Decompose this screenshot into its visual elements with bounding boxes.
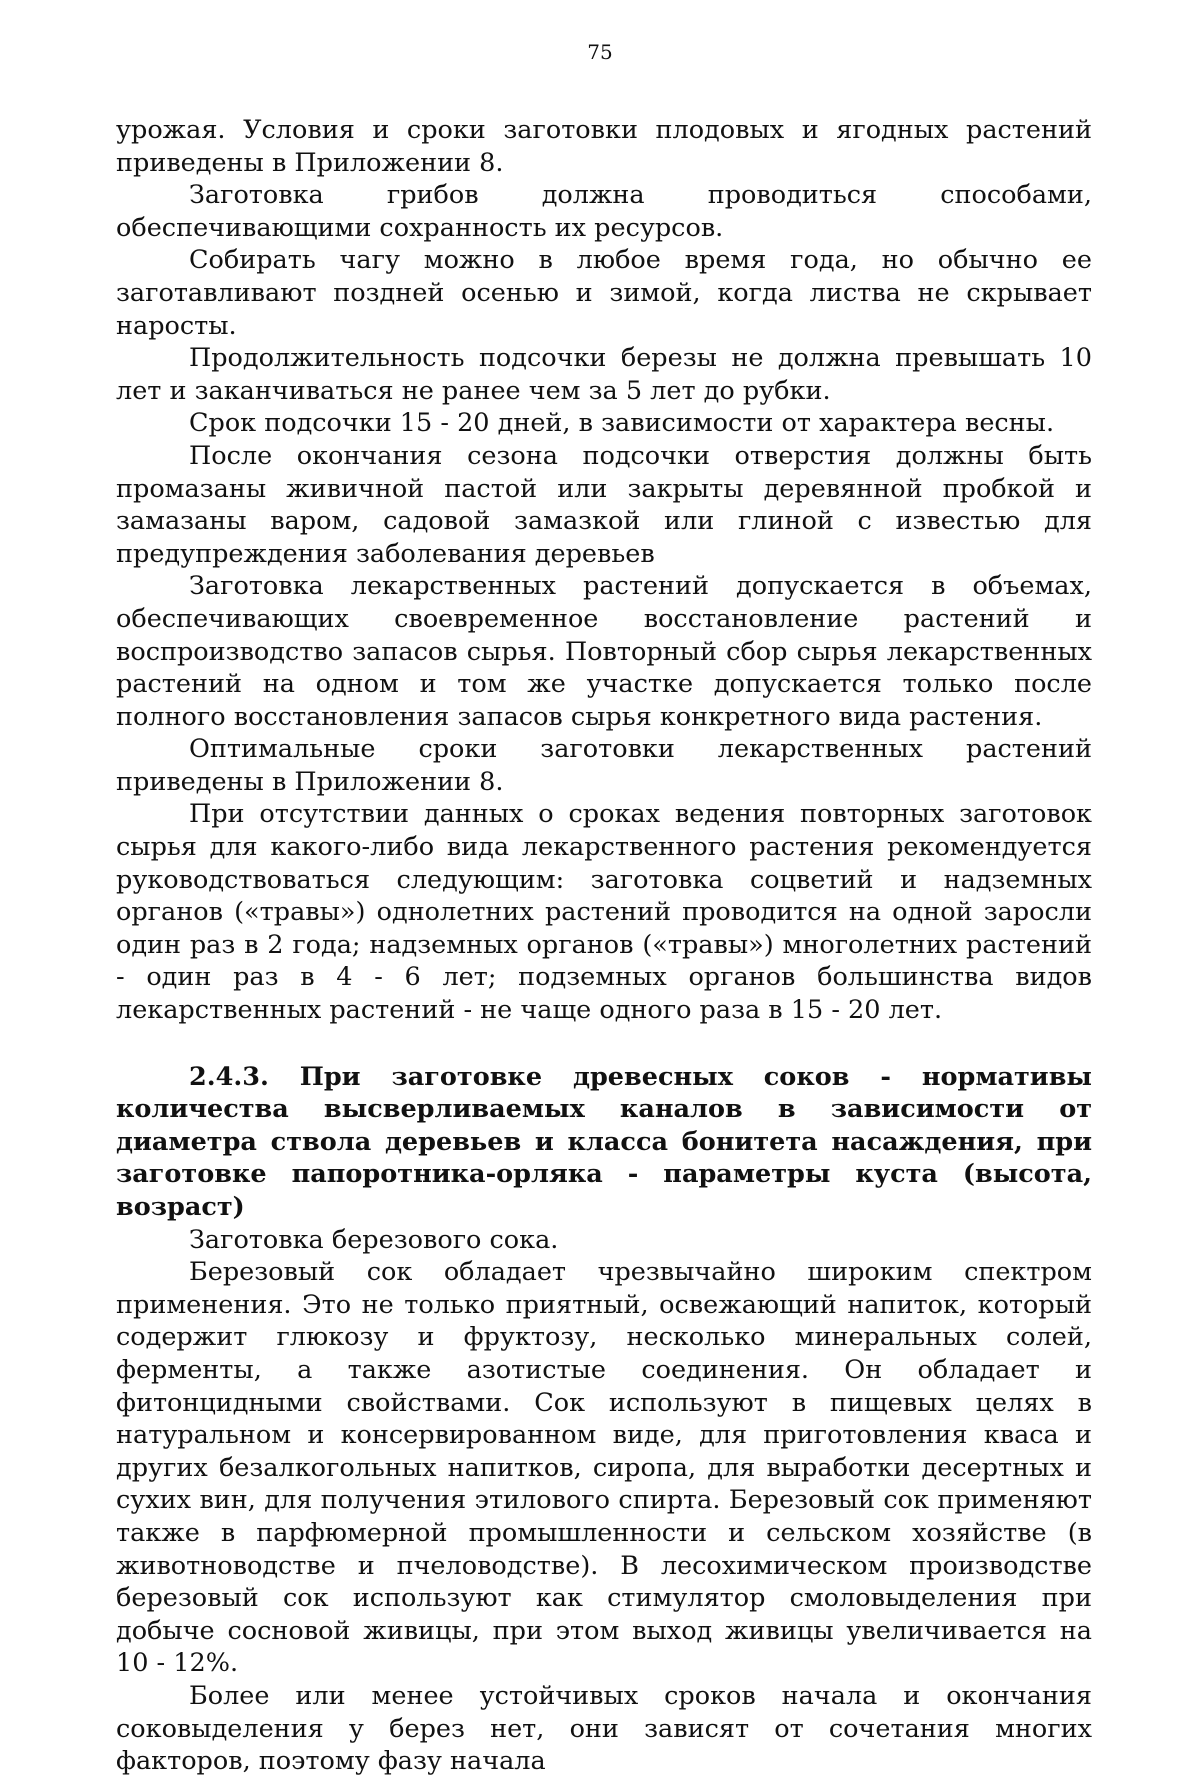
paragraph: Заготовка березового сока.	[189, 1224, 559, 1255]
paragraph: урожая. Условия и сроки заготовки плодовых и ягодных растений приведены в Приложении 8.	[116, 115, 1092, 178]
paragraphs-bottom	[116, 1224, 1092, 1778]
paragraphs-top	[116, 114, 1092, 1027]
paragraph: Березовый сок обладает чрезвычайно широким спектром применения. Это не только приятный, освежающий напиток, который содержит глюкозу и фруктозу, несколько минеральных солей, ферменты, а также азотистые соединения. Он обладает и фитонцидными свойствами. Сок используют в пищевых целях в натуральном и консервированном виде, для приготовления кваса и других безалкогольных напитков, сиропа, для выработки десертных и сухих вин, для получения этилового спирта. Березовый сок применяют также в парфюмерной промышленности и сельском хозяйстве (в животноводстве и пчеловодстве). В лесохимическом производстве березовый сок используют как стимулятор смоловыделения при добыче сосновой живицы, при этом выход живицы увеличивается на 10 - 12%.	[116, 1257, 1092, 1679]
paragraph: Срок подсочки 15 - 20 дней, в зависимости от характера весны.	[189, 408, 1055, 439]
paragraph: Собирать чагу можно в любое время года, но обычно ее заготавливают поздней осенью и зимой, когда листва не скрывает наросты.	[116, 245, 1092, 341]
section-heading: 2.4.3. При заготовке древесных соков - нормативы количества высверливаемых каналов в зависимости от диаметра ствола деревьев и класса бонитета насаждения, при заготовке папоротника-орляка - параметры куста (высота, возраст)	[116, 1061, 1092, 1222]
paragraph: После окончания сезона подсочки отверстия должны быть промазаны живичной пастой или закрыты деревянной пробкой и замазаны варом, садовой замазкой или глиной с известью для предупреждения заболевания деревьев	[116, 440, 1092, 569]
page-body	[116, 114, 1092, 1778]
paragraph: Заготовка грибов должна проводиться способами, обеспечивающими сохранность их ресурсов.	[116, 180, 1092, 243]
paragraph: Оптимальные сроки заготовки лекарственных растений приведены в Приложении 8.	[116, 734, 1092, 797]
paragraph: Продолжительность подсочки березы не должна превышать 10 лет и заканчиваться не ранее чем за 5 лет до рубки.	[116, 343, 1092, 406]
paragraph: Более или менее устойчивых сроков начала и окончания соковыделения у берез нет, они зависят от сочетания многих факторов, поэтому фазу начала	[116, 1680, 1092, 1777]
page-number: 75	[587, 40, 613, 64]
paragraph: При отсутствии данных о сроках ведения повторных заготовок сырья для какого-либо вида лекарственного растения рекомендуется руководствоваться следующим: заготовка соцветий и надземных органов («травы») однолетних растений проводится на одной заросли один раз в 2 года; надземных органов («травы») многолетних растений - один раз в 4 - 6 лет; подземных органов большинства видов лекарственных растений - не чаще одного раза в 15 - 20 лет.	[116, 799, 1092, 1026]
paragraph: Заготовка лекарственных растений допускается в объемах, обеспечивающих своевременное восстановление растений и воспроизводство запасов сырья. Повторный сбор сырья лекарственных растений на одном и том же участке допускается только после полного восстановления запасов сырья конкретного вида растения.	[116, 571, 1092, 732]
